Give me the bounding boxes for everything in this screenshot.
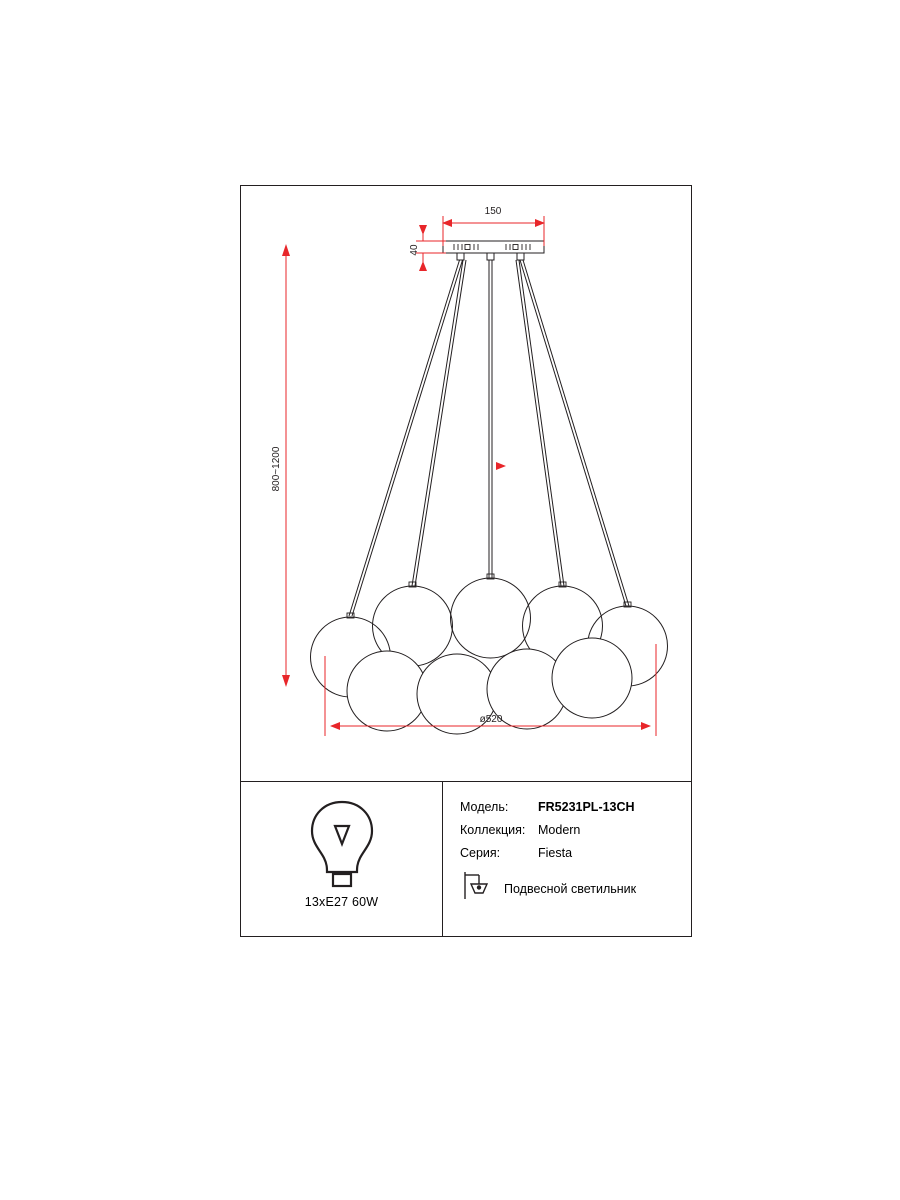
spec-key-series: Серия: <box>460 846 501 860</box>
bulb-spec-label: 13xE27 60W <box>304 895 379 909</box>
info-block <box>241 781 691 936</box>
technical-drawing-sheet <box>240 185 692 937</box>
spec-key-collection: Коллекция: <box>460 823 526 837</box>
bulb-icon <box>302 796 382 901</box>
spec-value-model: FR5231PL-13CH <box>538 800 635 814</box>
bulb-cell <box>241 781 443 936</box>
product-type-label: Подвесной светильник <box>504 881 637 896</box>
product-info-cell <box>443 781 691 936</box>
pendant-lamp-icon <box>462 869 496 908</box>
dim-overall-diameter: ø520 <box>479 714 503 725</box>
spec-value-collection: Modern <box>538 823 581 837</box>
spec-value-series: Fiesta <box>538 846 573 860</box>
dim-canopy-width: 150 <box>484 206 502 217</box>
spec-row-collection <box>460 823 691 837</box>
product-type-row <box>460 869 691 908</box>
dim-drop-range: 800~1200 <box>271 446 282 492</box>
spec-key-model: Модель: <box>460 800 509 814</box>
product-drawing <box>241 186 691 781</box>
spec-row-series <box>460 846 691 860</box>
dim-canopy-height: 40 <box>409 244 420 256</box>
spec-row-model <box>460 800 691 814</box>
